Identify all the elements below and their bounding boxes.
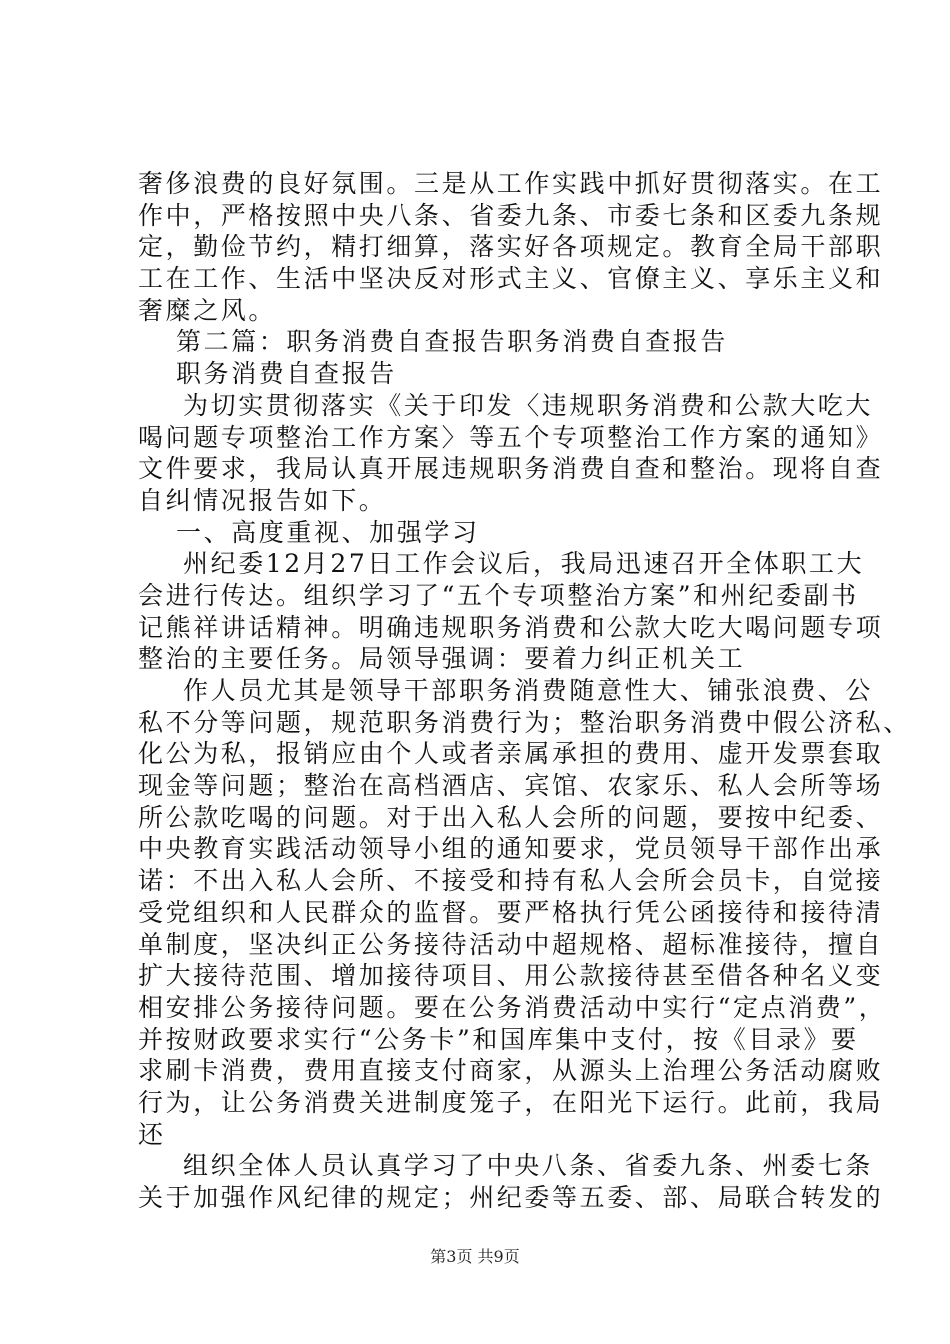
text-line: 作中，严格按照中央八条、省委九条、市委七条和区委九条规	[138, 200, 884, 230]
text-line: 会进行传达。组织学习了“五个专项整治方案”和州纪委副书	[138, 580, 859, 610]
text-line: 化公为私，报销应由个人或者亲属承担的费用、虚开发票套取	[138, 739, 884, 769]
text-line: 诺：不出入私人会所、不接受和持有私人会所会员卡，自觉接	[138, 866, 884, 896]
text-line: 记熊祥讲话精神。明确违规职务消费和公款大吃大喝问题专项	[138, 612, 884, 642]
page-number-footer: 第3页 共9页	[430, 1247, 520, 1266]
text-line: 整治的主要任务。局领导强调：要着力纠正机关工	[138, 644, 746, 674]
text-line: 定，勤俭节约，精打细算，落实好各项规定。教育全局干部职	[138, 232, 884, 262]
text-line: 奢糜之风。	[138, 295, 277, 325]
text-line: 作人员尤其是领导干部职务消费随意性大、铺张浪费、公	[183, 676, 874, 705]
text-line: 中央教育实践活动领导小组的通知要求，党员领导干部作出承	[138, 834, 884, 864]
text-line: 现金等问题；整治在高档酒店、宾馆、农家乐、私人会所等场	[138, 771, 884, 801]
text-line: 行为，让公务消费关进制度笼子，在阳光下运行。此前，我局	[138, 1087, 884, 1117]
text-line: 相安排公务接待问题。要在公务消费活动中实行“定点消费”，	[138, 992, 887, 1022]
text-line: 关于加强作风纪律的规定；州纪委等五委、部、局联合转发的	[138, 1183, 884, 1212]
text-line: 喝问题专项整治工作方案〉等五个专项整治工作方案的通知》	[138, 422, 884, 452]
text-line: 单制度，坚决纠正公务接待活动中超规格、超标准接待，擅自	[138, 929, 884, 959]
text-line: 自纠情况报告如下。	[138, 485, 387, 515]
text-line: 州纪委12月27日工作会议后，我局迅速召开全体职工大	[183, 549, 865, 579]
text-line: 工在工作、生活中坚决反对形式主义、官僚主义、享乐主义和	[138, 264, 884, 294]
text-line: 组织全体人员认真学习了中央八条、省委九条、州委七条	[183, 1151, 874, 1181]
document-body	[138, 168, 911, 1214]
text-line: 受党组织和人民群众的监督。要严格执行凭公函接待和接待清	[138, 897, 884, 927]
subsection-heading: 一、高度重视、加强学习	[176, 517, 480, 547]
text-line: 文件要求，我局认真开展违规职务消费自查和整治。现将自查	[138, 454, 884, 484]
text-line: 扩大接待范围、增加接待项目、用公款接待甚至借各种名义变	[138, 961, 884, 991]
report-title: 职务消费自查报告	[176, 359, 397, 389]
text-line: 并按财政要求实行“公务卡”和国库集中支付，按《目录》要	[138, 1024, 859, 1054]
text-line: 为切实贯彻落实《关于印发〈违规职务消费和公款大吃大	[183, 390, 874, 420]
text-line: 所公款吃喝的问题。对于出入私人会所的问题，要按中纪委、	[138, 802, 884, 832]
text-line: 私不分等问题，规范职务消费行为；整治职务消费中假公济私、	[138, 707, 911, 737]
text-line: 奢侈浪费的良好氛围。三是从工作实践中抓好贯彻落实。在工	[138, 169, 884, 198]
text-line: 求刷卡消费，费用直接支付商家，从源头上治理公务活动腐败	[138, 1056, 884, 1086]
text-line: 还	[138, 1119, 166, 1149]
section-heading: 第二篇：职务消费自查报告职务消费自查报告	[176, 327, 729, 357]
